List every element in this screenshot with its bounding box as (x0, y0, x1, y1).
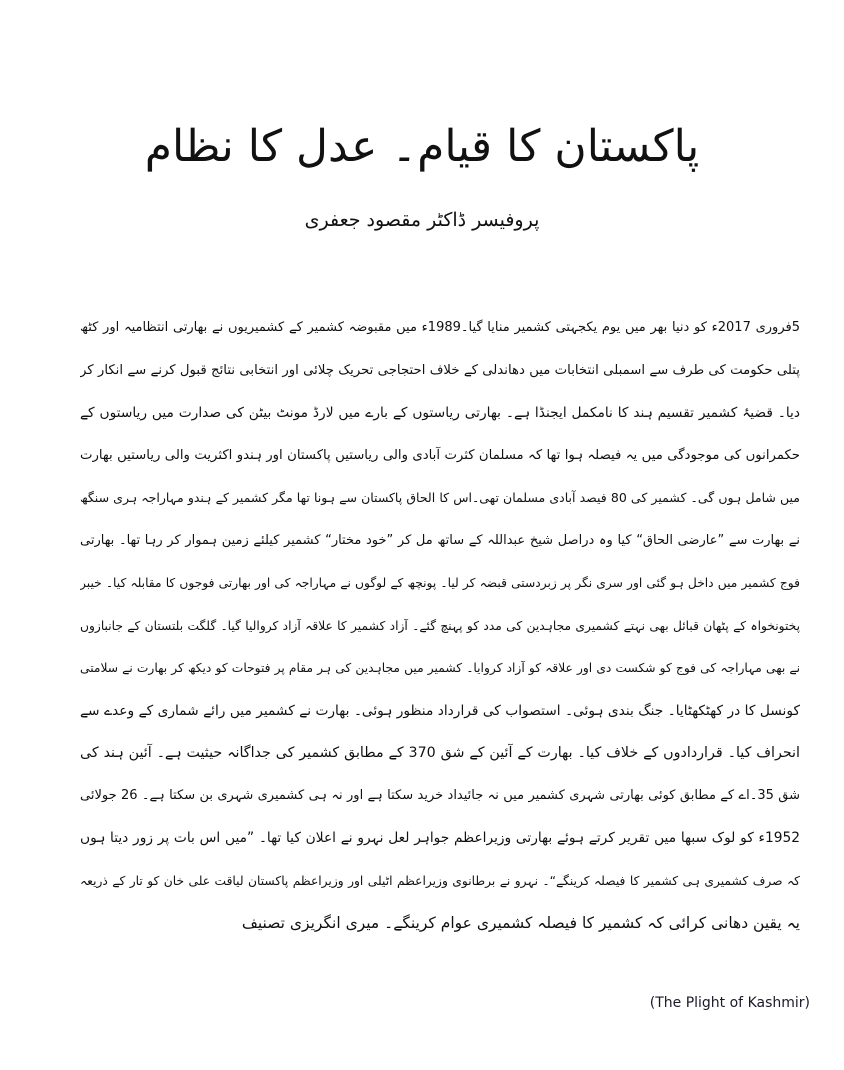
body-line: شق 35۔اے کے مطابق کوئی بھارتی شہری کشمیر میں نہ جائیداد خرید سکتا ہے اور نہ ہی کشمیری شہری بن سکتا ہے۔ 26 جولائی (80, 787, 800, 803)
body-line: 1952ء کو لوک سبھا میں تقریر کرتے ہوئے بھارتی وزیراعظم جواہر لعل نہرو نے اعلان کیا تھا۔ ”میں اس بات پر زور دیتا ہوں (80, 830, 800, 846)
article-title: پاکستان کا قیام۔ عدل کا نظام (144, 121, 700, 172)
article-body (80, 307, 800, 945)
body-line: کونسل کا در کھٹکھٹایا۔ جنگ بندی ہوئی۔ استصواب کی قرارداد منظور ہوئی۔ بھارت نے کشمیر میں رائے شماری کے وعدے سے (80, 702, 800, 719)
body-line: کہ صرف کشمیری ہی کشمیر کا فیصلہ کرینگے“۔ نہرو نے برطانوی وزیراعظم اٹیلی اور وزیراعظم پاکستان لیاقت علی خان کو تار کے ذریعہ (80, 873, 800, 888)
body-line: پتلی حکومت کی طرف سے اسمبلی انتخابات میں دھاندلی کے خلاف احتجاجی تحریک چلائی اور انتخابی نتائج قبول کرنے سے انکار کر (80, 362, 800, 378)
body-line: یہ یقین دھانی کرائی کہ کشمیر کا فیصلہ کشمیری عوام کرینگے۔ میری انگریزی تصنیف (241, 914, 800, 932)
body-line: پختونخواہ کے پٹھان قبائل بھی نہتے کشمیری مجاہدین کی مدد کو پہنچ گئے۔ آزاد کشمیر کا علاقہ آزاد کروالیا گیا۔ گلگت بلتستان کے جانبازوں (80, 618, 800, 633)
body-line: میں شامل ہوں گی۔ کشمیر کی 80 فیصد آبادی مسلمان تھی۔اس کا الحاق پاکستان سے ہونا تھا مگر کشمیر کے ہندو مہاراجہ ہری سنگھ (80, 490, 800, 505)
body-line: نے بھی مہاراجہ کی فوج کو شکست دی اور علاقہ کو آزاد کروایا۔ کشمیر میں مجاہدین کی ہر مقام پر فتوحات کو دیکھ کر بھارت نے سلامتی (80, 661, 800, 675)
body-line: فوج کشمیر میں داخل ہو گئی اور سری نگر پر زبردستی قبضہ کر لیا۔ پونچھ کے لوگوں نے مہاراجہ کی اور بھارتی فوجوں کا مقابلہ کیا۔ خیبر (80, 576, 800, 590)
body-line: انحراف کیا۔ قراردادوں کے خلاف کیا۔ بھارت کے آئین کے شق 370 کے مطابق کشمیر کی جداگانہ حیثیت ہے۔ آئین ہند کی (80, 745, 800, 761)
body-line: حکمرانوں کی موجودگی میں یہ فیصلہ ہوا تھا کہ مسلمان کثرت آبادی والی ریاستیں پاکستان اور ہندو اکثریت والی ریاستیں بھارت (80, 447, 800, 463)
author-name: پروفیسر ڈاکٹر مقصود جعفری (304, 209, 540, 231)
body-line: نے بھارت سے ”عارضی الحاق“ کیا وہ دراصل شیخ عبداللہ کے ساتھ مل کر ”خود مختار“ کشمیر کیلئے زمین ہموار کر رہا تھا۔ بھارتی (80, 532, 800, 548)
english-book-reference: (The Plight of Kashmir) (649, 995, 810, 1011)
body-line: 5فروری 2017ء کو دنیا بھر میں یوم یکجہتی کشمیر منایا گیا۔1989ء میں مقبوضہ کشمیر کے کشمیریوں نے بھارتی انتظامیہ اور کٹھ (80, 320, 800, 335)
body-line: دیا۔ قضیۂ کشمیر تقسیم ہند کا نامکمل ایجنڈا ہے۔ بھارتی ریاستوں کے بارے میں لارڈ مونٹ بیٹن کی صدارت میں ریاستوں کے (80, 405, 800, 421)
